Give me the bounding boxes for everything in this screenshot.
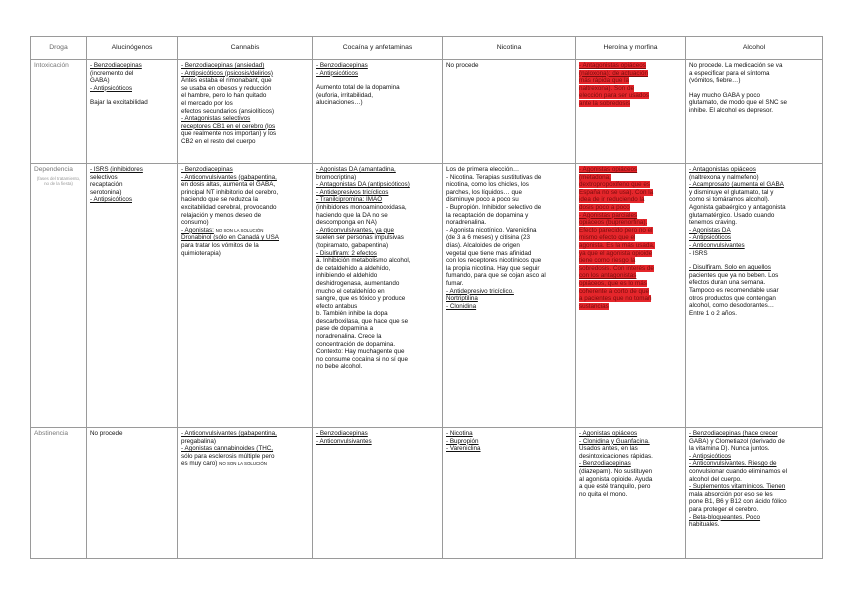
- page: [30, 36, 822, 559]
- cell-dep-alucinogenos: - ISRS (inhibidores selectivos recaptación serotonina) - Antipsicóticos: [87, 164, 178, 428]
- header-heroina: Heroína y morfina: [576, 37, 686, 60]
- row-intoxicacion: [31, 60, 823, 164]
- cell-dep-cocaina: - Agonistas DA (amantadina, bromocriptina) - Antagonistas DA (antipsicóticos) - Antidepresivos tricíclicos - Tranilcipromina: IMAO (inhibidores monoaminooxidasa, haciendo que la DA no se descomponga en NA) - Anticonvulsivantes, ya que suelen ser personas impulsivas (topiramato, gabapentina) - Disulfiram: 2 efectos a. Inhibición metabolismo alcohol, de cetaldehído a aldehído, inhibiendo el aldehído deshidrogenasa, aumentando mucho el cetaldehído en sangre, que es tóxico y produce efecto antabus b. También inhibe la dopa descarboxilasa, que hace que se pase de dopamina a noradrenalina. Crece la concentración de dopamina. Contexto: Hay muchagente que no consume cocaína si no sí que no bebe alcohol.: [313, 164, 443, 428]
- cell-intox-cocaina: - Benzodiacepinas - Antipsicóticos Aumento total de la dopamina (euforia, irritabilidad, alucinaciones…): [313, 60, 443, 164]
- cell-intox-nicotina: No procede: [443, 60, 576, 164]
- header-droga: Droga: [31, 37, 87, 60]
- row-label-dependencia-note: (fases del tratamiento, no de la fiesta): [36, 175, 81, 186]
- header-alucinogenos: Alucinógenos: [87, 37, 178, 60]
- row-label-intoxicacion: Intoxicación: [31, 60, 87, 164]
- header-cocaina: Cocaína y anfetaminas: [313, 37, 443, 60]
- cell-intox-cannabis: - Benzodiacepinas (ansiedad) - Antipsicóticos (psicosis/delirios) Antes estaba el rimonabant, que se usaba en obesos y reducción el hambre, pero lo han quitado el mercado por los efectos secundarios (ansiolíticos) - Antagonistas selectivos receptores CB1 en el cerebro (los que realmente nos importan) y los CB2 en el resto del cuerpo: [178, 60, 313, 164]
- header-nicotina: Nicotina: [443, 37, 576, 60]
- cell-dep-alcohol: - Antagonistas opiáceos (naltrexona y nalmefeno) - Acamprosato (aumenta el GABA y disminuye el glutamato, tal y como si tomáramos alcohol). Agonista gabaérgico y antagonista glutamatérgico. Usado cuando tenemos craving. - Agonistas DA - Antipsicóticos - Anticonvulsivantes - ISRS - Disulfiram. Solo en aquellos pacientes que ya no beben. Los efectos duran una semana. Tampoco es recomendable usar otros productos que contengan alcohol, como desodorantes… Entre 1 o 2 años.: [686, 164, 823, 428]
- cell-dep-heroina: - Agonistas opiáceos (metadona, dextropropoxifeno que es España no se usa). Con la idea de ir reduciendo la dosis poco a poco - Agonistas parciales opiáceos (buprenorfina). Efecto parecido pero no el mismo efecto que el agonista. Es la más usada, ya que el agonista opioide tiene como riesgo la sobredosis. Con interés de con los antagonistas opiáceos, que es lo más coherente a corto de que a pacientes que no toman sustancias: [576, 164, 686, 428]
- header-cannabis: Cannabis: [178, 37, 313, 60]
- row-label-abstinencia: Abstinencia: [31, 428, 87, 559]
- cell-intox-alcohol: No procede. La medicación se va a especificar para el síntoma (vómitos, fiebre…) Hay mucho GABA y poco glutamato, de modo que el SNC se inhibe. El alcohol es depresor.: [686, 60, 823, 164]
- cell-abst-cannabis: - Anticonvulsivantes (gabapentina, pregabalina) - Agonistas cannabinoides (THC, sólo para esclerosis múltiple pero es muy caro) NO SON LA SOLUCIÓN: [178, 428, 313, 559]
- row-abstinencia: [31, 428, 823, 559]
- header-row: [31, 37, 823, 60]
- treatment-table: [30, 36, 823, 559]
- cell-dep-cannabis: - Benzodiacepinas - Anticonvulsivantes (gabapentina, en dosis altas, aumenta el GABA, principal NT inhibitorio del cerebro, haciendo que se reduzca la excitabilidad cerebral, provocando relajación y menos deseo de consumo) - Agonistas: NO SON LA SOLUCIÓN Dronabinol (sólo en Canadá y USA para tratar los vómitos de la quimioterapia): [178, 164, 313, 428]
- cell-intox-heroina: - Antagonistas opiáceos (naloxona): de actuación más rápida que la naltrexona). Son de elección para ser usados ante la sobredosis: [576, 60, 686, 164]
- cell-abst-cocaina: - Benzodiacepinas - Anticonvulsivantes: [313, 428, 443, 559]
- cell-abst-alucinogenos: No procede: [87, 428, 178, 559]
- cell-abst-alcohol: - Benzodiacepinas (hace crecer GABA) y Clometiazol (derivado de la vitamina D). Nunca juntos. - Antipsicóticos - Anticonvulsivantes. Riesgo de convulsionar cuando eliminamos el alcohol del cuerpo. - Suplementos vitamínicos. Tienen mala absorción por eso se les pone B1, B6 y B12 con ácido fólico para proteger el cerebro. - Beta-bloqueantes. Poco habituales.: [686, 428, 823, 559]
- row-label-dependencia: Dependencia (fases del tratamiento, no de la fiesta): [31, 164, 87, 428]
- row-dependencia: [31, 164, 823, 428]
- cell-intox-alucinogenos: - Benzodiacepinas (incremento del GABA) - Antipsicóticos Bajar la excitabilidad: [87, 60, 178, 164]
- cell-dep-nicotina: Los de primera elección… - Nicotina. Terapias sustitutivas de nicotina, como los chicles, los parches, los líquidos… que disminuye poco a poco su - Bupropión. Inhibidor selectivo de la recaptación de dopamina y noradrenalina. - Agonista nicotínico. Vareniclina (de 3 a 6 meses) y citisina (23 días). Alcaloides de origen vegetal que tiene mas afinidad con los receptores nicotínicos que la propia nicotina. Hay que seguir fumando, para que se cojan asco al fumar. - Antidepresivo tricíclico. Nortriptilina - Clonidina: [443, 164, 576, 428]
- cell-abst-heroina: - Agonistas opiáceos - Clonidina y Guanfacina. Usados antes, en las desintoxicaciones rápidas. - Benzodiacepinas (diazepam). No sustituyen al agonista opioide. Ayuda a que esté tranquilo, pero no quita el mono.: [576, 428, 686, 559]
- cell-abst-nicotina: - Nicotina - Bupropión - Vareniclina: [443, 428, 576, 559]
- header-alcohol: Alcohol: [686, 37, 823, 60]
